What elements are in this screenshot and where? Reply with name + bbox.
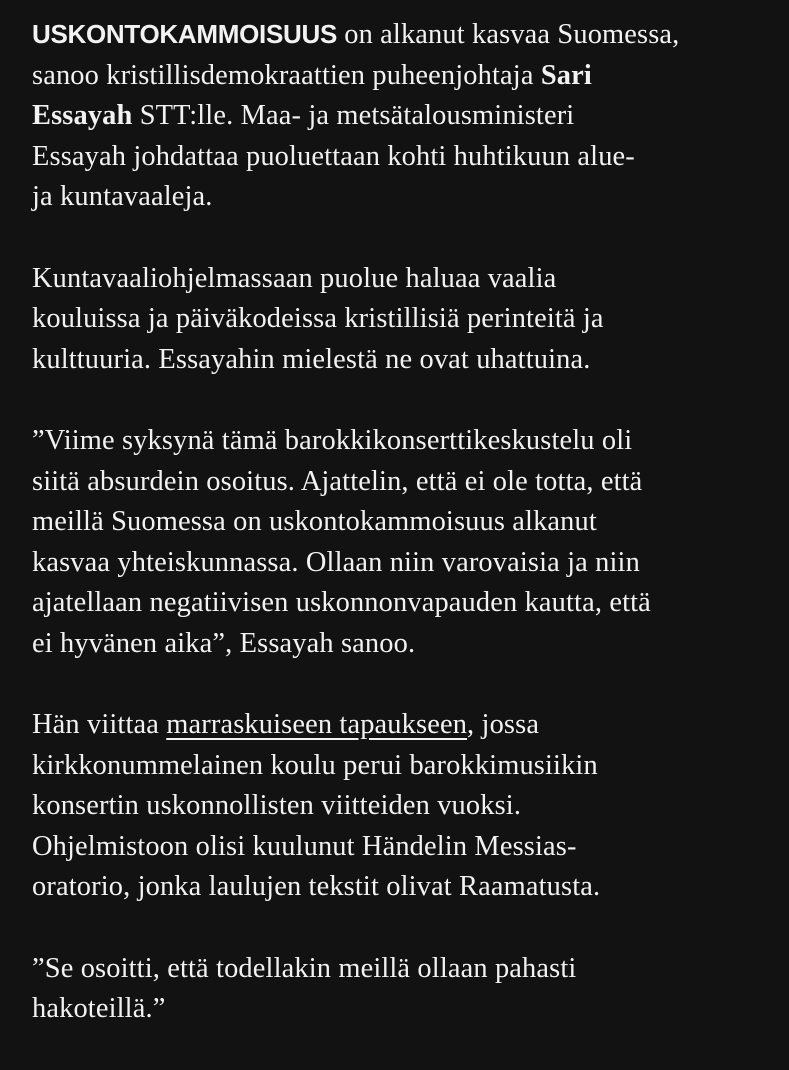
text-segment: Hän viittaa: [32, 709, 167, 741]
text-line: meillä Suomessa on uskontokammoisuus alkanut: [32, 506, 597, 538]
article-link[interactable]: marraskuiseen tapaukseen: [166, 709, 468, 741]
person-name-last: Essayah: [32, 100, 133, 132]
paragraph-5-quote: [32, 949, 762, 1030]
article-body: [32, 14, 762, 1070]
text-segment: on alkanut kasvaa Suomessa,: [336, 19, 680, 50]
text-segment: STT:lle. Maa- ja metsätalousministeri: [132, 100, 575, 132]
text-line: ja kuntavaaleja.: [32, 181, 213, 213]
text-line: ei hyvänen aika”, Essayah sanoo.: [32, 627, 416, 659]
text-line: siitä absurdein osoitus. Ajattelin, että ei ole totta, että: [32, 465, 643, 497]
paragraph-2: [32, 259, 762, 381]
text-line: kirkkonummelainen koulu perui barokkimusiikin: [32, 749, 598, 781]
text-line: oratorio, jonka laulujen tekstit olivat Raamatusta.: [32, 871, 601, 903]
text-segment: , jossa: [467, 709, 540, 741]
lead-word: USKONTOKAMMOISUUS: [32, 19, 337, 49]
text-line: kouluissa ja päiväkodeissa kristillisiä perinteitä ja: [32, 303, 604, 335]
person-name-first: Sari: [540, 59, 592, 91]
text-line: Essayah johdattaa puoluettaan kohti huhtikuun alue-: [32, 140, 635, 172]
text-line: Ohjelmistoon olisi kuulunut Händelin Messias-: [32, 830, 577, 862]
text-line: ”Se osoitti, että todellakin meillä ollaan pahasti: [32, 952, 577, 984]
text-line: ”Viime syksynä tämä barokkikonserttikeskustelu oli: [32, 424, 633, 456]
paragraph-3-quote: [32, 421, 762, 665]
text-line: kulttuuria. Essayahin mielestä ne ovat uhattuina.: [32, 343, 591, 375]
text-line: Kuntavaaliohjelmassaan puolue haluaa vaalia: [32, 262, 557, 294]
text-line: ajatellaan negatiivisen uskonnonvapauden kautta, että: [32, 587, 651, 619]
paragraph-4: [32, 705, 762, 908]
text-segment: sanoo kristillisdemokraattien puheenjohtaja: [32, 59, 541, 91]
text-line: konsertin uskonnollisten viitteiden vuoksi.: [32, 790, 522, 822]
text-line: kasvaa yhteiskunnassa. Ollaan niin varovaisia ja niin: [32, 546, 640, 578]
text-line: hakoteillä.”: [32, 993, 166, 1025]
paragraph-intro: [32, 14, 762, 218]
